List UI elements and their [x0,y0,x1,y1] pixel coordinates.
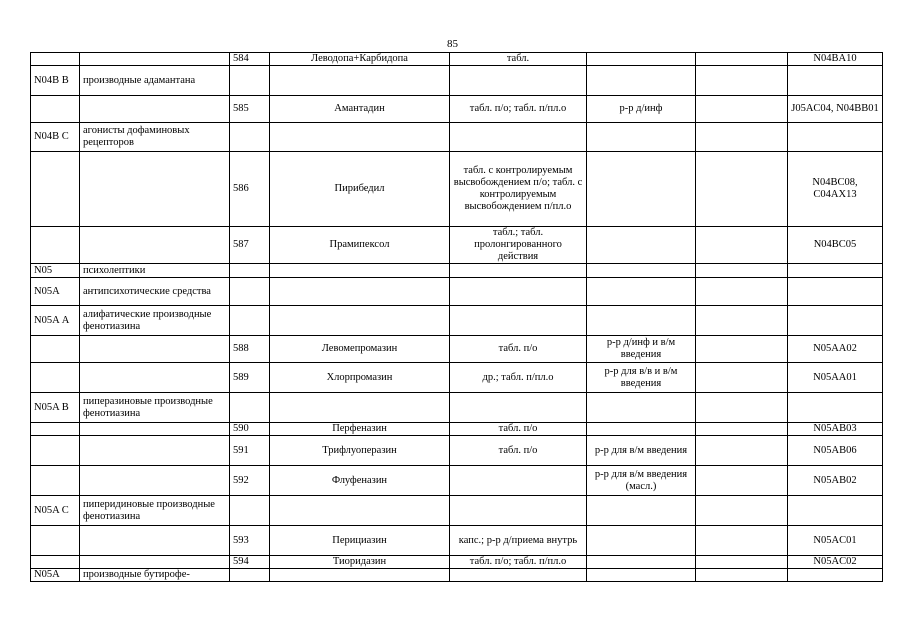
drug-name-cell [270,66,450,96]
group-row [31,264,883,278]
extra-cell [696,526,788,556]
group-row [31,306,883,336]
row-number-cell: 585 [230,96,270,123]
drug-name-cell: Левомепромазин [270,336,450,363]
drug-row [31,466,883,496]
atc-group-code-cell: N05A В [31,393,80,423]
atc-group-code-cell [31,152,80,227]
group-name-cell: пиперидиновые производные фенотиазина [80,496,230,526]
injection-form-cell [587,66,696,96]
row-number-cell: 587 [230,227,270,264]
group-row [31,569,883,582]
atc-group-code-cell [31,423,80,436]
extra-cell [696,264,788,278]
group-name-cell [80,227,230,264]
drug-name-cell [270,569,450,582]
atc-code-cell [788,569,883,582]
injection-form-cell: р-р для в/м введения (масл.) [587,466,696,496]
injection-form-cell: р-р д/инф [587,96,696,123]
atc-code-cell [788,278,883,306]
atc-code-cell [788,123,883,152]
atc-group-code-cell: N05A [31,569,80,582]
atc-code-cell: N05AA02 [788,336,883,363]
atc-code-cell: N05AB03 [788,423,883,436]
drug-list-table [30,52,883,582]
injection-form-cell [587,227,696,264]
group-row [31,66,883,96]
dosage-form-cell: капс.; р-р д/приема внутрь [450,526,587,556]
dosage-form-cell: табл. п/о [450,436,587,466]
group-name-cell [80,526,230,556]
group-name-cell [80,436,230,466]
extra-cell [696,227,788,264]
drug-name-cell [270,306,450,336]
dosage-form-cell [450,393,587,423]
dosage-form-cell: табл. п/о; табл. п/пл.о [450,556,587,569]
extra-cell [696,66,788,96]
row-number-cell: 592 [230,466,270,496]
atc-code-cell: J05AC04, N04BB01 [788,96,883,123]
extra-cell [696,466,788,496]
row-number-cell: 593 [230,526,270,556]
group-name-cell: производные адамантана [80,66,230,96]
drug-name-cell: Амантадин [270,96,450,123]
dosage-form-cell [450,569,587,582]
atc-code-cell: N05AB02 [788,466,883,496]
injection-form-cell [587,569,696,582]
group-row [31,393,883,423]
extra-cell [696,556,788,569]
row-number-cell: 589 [230,363,270,393]
drug-row [31,152,883,227]
drug-row [31,363,883,393]
atc-code-cell [788,306,883,336]
drug-row [31,336,883,363]
atc-code-cell: N04BA10 [788,53,883,66]
row-number-cell [230,264,270,278]
extra-cell [696,278,788,306]
injection-form-cell [587,526,696,556]
row-number-cell: 586 [230,152,270,227]
atc-group-code-cell [31,336,80,363]
atc-group-code-cell: N05A А [31,306,80,336]
dosage-form-cell: табл. п/о; табл. п/пл.о [450,96,587,123]
atc-group-code-cell [31,526,80,556]
injection-form-cell [587,556,696,569]
injection-form-cell: р-р для в/м введения [587,436,696,466]
group-name-cell [80,466,230,496]
drug-row [31,526,883,556]
dosage-form-cell: табл. [450,53,587,66]
drug-name-cell [270,123,450,152]
group-name-cell: алифатические производные фенотиазина [80,306,230,336]
page-number: 85 [447,38,458,50]
atc-group-code-cell: N05A [31,278,80,306]
dosage-form-cell [450,278,587,306]
row-number-cell [230,569,270,582]
atc-code-cell [788,496,883,526]
atc-group-code-cell [31,436,80,466]
atc-group-code-cell: N04B В [31,66,80,96]
injection-form-cell [587,496,696,526]
dosage-form-cell [450,306,587,336]
drug-name-cell: Хлорпромазин [270,363,450,393]
injection-form-cell: р-р для в/в и в/м введения [587,363,696,393]
injection-form-cell [587,264,696,278]
group-name-cell: антипсихотические средства [80,278,230,306]
group-name-cell [80,423,230,436]
group-name-cell: агонисты дофаминовых рецепторов [80,123,230,152]
row-number-cell [230,66,270,96]
drug-name-cell: Флуфеназин [270,466,450,496]
extra-cell [696,569,788,582]
drug-name-cell: Пирибедил [270,152,450,227]
drug-name-cell: Трифлуоперазин [270,436,450,466]
row-number-cell: 590 [230,423,270,436]
extra-cell [696,336,788,363]
drug-name-cell [270,264,450,278]
drug-name-cell: Прамипексол [270,227,450,264]
drug-name-cell [270,278,450,306]
drug-row [31,556,883,569]
atc-group-code-cell [31,96,80,123]
drug-row [31,423,883,436]
group-name-cell: психолептики [80,264,230,278]
group-name-cell [80,336,230,363]
row-number-cell: 584 [230,53,270,66]
atc-code-cell [788,393,883,423]
atc-code-cell: N05AC02 [788,556,883,569]
injection-form-cell [587,278,696,306]
drug-name-cell [270,393,450,423]
atc-group-code-cell: N05 [31,264,80,278]
row-number-cell [230,123,270,152]
atc-code-cell: N05AA01 [788,363,883,393]
atc-group-code-cell [31,227,80,264]
injection-form-cell [587,423,696,436]
injection-form-cell [587,152,696,227]
extra-cell [696,96,788,123]
extra-cell [696,393,788,423]
group-name-cell [80,53,230,66]
atc-group-code-cell [31,53,80,66]
drug-row [31,53,883,66]
dosage-form-cell [450,66,587,96]
row-number-cell: 588 [230,336,270,363]
group-name-cell: пиперазиновые производные фенотиазина [80,393,230,423]
dosage-form-cell: табл. п/о [450,423,587,436]
extra-cell [696,152,788,227]
dosage-form-cell: табл.; табл. пролонгированного действия [450,227,587,264]
extra-cell [696,423,788,436]
group-name-cell [80,152,230,227]
extra-cell [696,436,788,466]
extra-cell [696,306,788,336]
atc-code-cell: N04BC05 [788,227,883,264]
extra-cell [696,53,788,66]
atc-group-code-cell [31,466,80,496]
drug-row [31,436,883,466]
row-number-cell [230,278,270,306]
group-name-cell [80,96,230,123]
drug-name-cell: Перфеназин [270,423,450,436]
atc-code-cell [788,66,883,96]
row-number-cell: 594 [230,556,270,569]
atc-group-code-cell: N05A С [31,496,80,526]
drug-name-cell: Леводопа+Карбидопа [270,53,450,66]
group-row [31,278,883,306]
atc-code-cell: N05AB06 [788,436,883,466]
drug-name-cell: Перициазин [270,526,450,556]
atc-group-code-cell [31,363,80,393]
row-number-cell [230,496,270,526]
atc-code-cell: N05AC01 [788,526,883,556]
injection-form-cell [587,123,696,152]
extra-cell [696,363,788,393]
row-number-cell [230,393,270,423]
group-name-cell [80,556,230,569]
atc-code-cell: N04BC08, C04AX13 [788,152,883,227]
injection-form-cell [587,393,696,423]
group-name-cell [80,363,230,393]
dosage-form-cell [450,466,587,496]
table-body [31,53,883,582]
group-row [31,496,883,526]
dosage-form-cell: табл. п/о [450,336,587,363]
drug-row [31,96,883,123]
dosage-form-cell [450,264,587,278]
row-number-cell [230,306,270,336]
atc-group-code-cell [31,556,80,569]
extra-cell [696,123,788,152]
extra-cell [696,496,788,526]
dosage-form-cell [450,123,587,152]
dosage-form-cell: др.; табл. п/пл.о [450,363,587,393]
injection-form-cell [587,306,696,336]
injection-form-cell [587,53,696,66]
group-row [31,123,883,152]
atc-group-code-cell: N04B С [31,123,80,152]
row-number-cell: 591 [230,436,270,466]
drug-row [31,227,883,264]
group-name-cell: производные бутирофе- [80,569,230,582]
injection-form-cell: р-р д/инф и в/м введения [587,336,696,363]
drug-name-cell [270,496,450,526]
dosage-form-cell: табл. с контролируемым высвобождением п/о; табл. с контролируемым высвобождением п/пл.о [450,152,587,227]
atc-code-cell [788,264,883,278]
drug-name-cell: Тиоридазин [270,556,450,569]
dosage-form-cell [450,496,587,526]
